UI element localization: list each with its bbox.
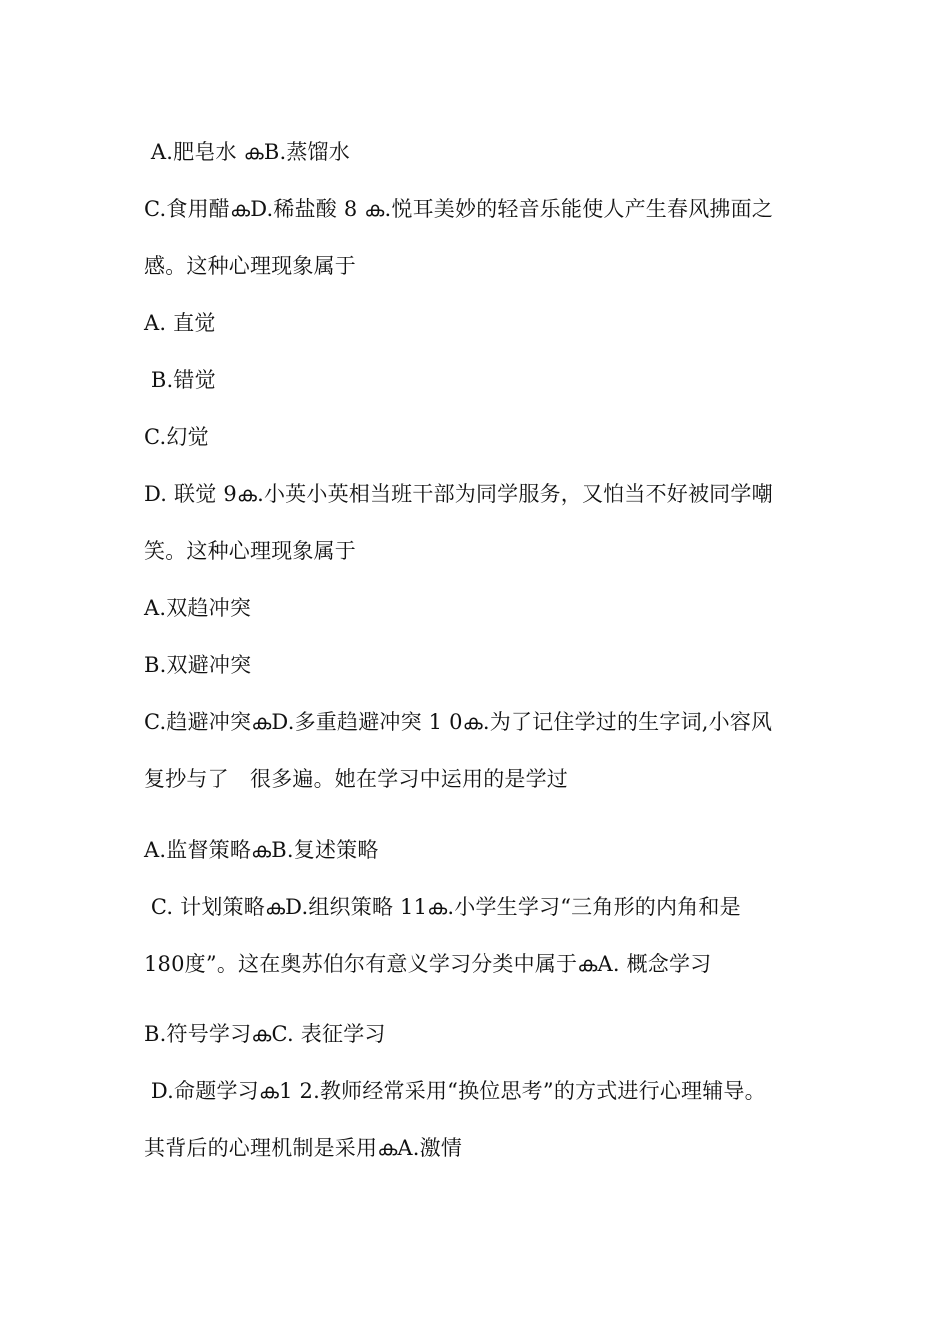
text-line: D.命题学习ക1 2.教师经常采用“换位思考”的方式进行心理辅导。 (144, 1079, 766, 1103)
text-line: B.双避冲突 (144, 653, 252, 677)
text-line: 笑。这种心理现象属于 (144, 539, 356, 563)
text-line: 复抄与了 很多遍。她在学习中运用的是学过 (144, 767, 568, 791)
text-line: A. 直觉 (144, 311, 216, 335)
text-line: C.趋避冲突കD.多重趋避冲突 1 0ക.为了记住学过的生字词,小容风 (144, 710, 773, 734)
text-line: A.肥皂水 കB.蒸馏水 (144, 140, 350, 164)
text-line: D. 联觉 9ക.小英小英相当班干部为同学服务，又怕当不好被同学嘲 (144, 482, 773, 506)
text-line: C. 计划策略കD.组织策略 11ക.小学生学习“三角形的内角和是 (144, 895, 741, 919)
text-line: C.幻觉 (144, 425, 209, 449)
text-line: A.双趋冲突 (144, 596, 252, 620)
text-line: 180度”。这在奥苏伯尔有意义学习分类中属于കA. 概念学习 (144, 952, 712, 976)
text-line: 感。这种心理现象属于 (144, 254, 356, 278)
text-line: C.食用醋കD.稀盐酸 8 ക.悦耳美妙的轻音乐能使人产生春风拂面之 (144, 197, 774, 221)
text-line: 其背后的心理机制是采用കA.激情 (144, 1136, 463, 1160)
text-line: A.监督策略കB.复述策略 (144, 838, 379, 862)
text-line: B.错觉 (144, 368, 216, 392)
text-line: B.符号学习കC. 表征学习 (144, 1022, 386, 1046)
